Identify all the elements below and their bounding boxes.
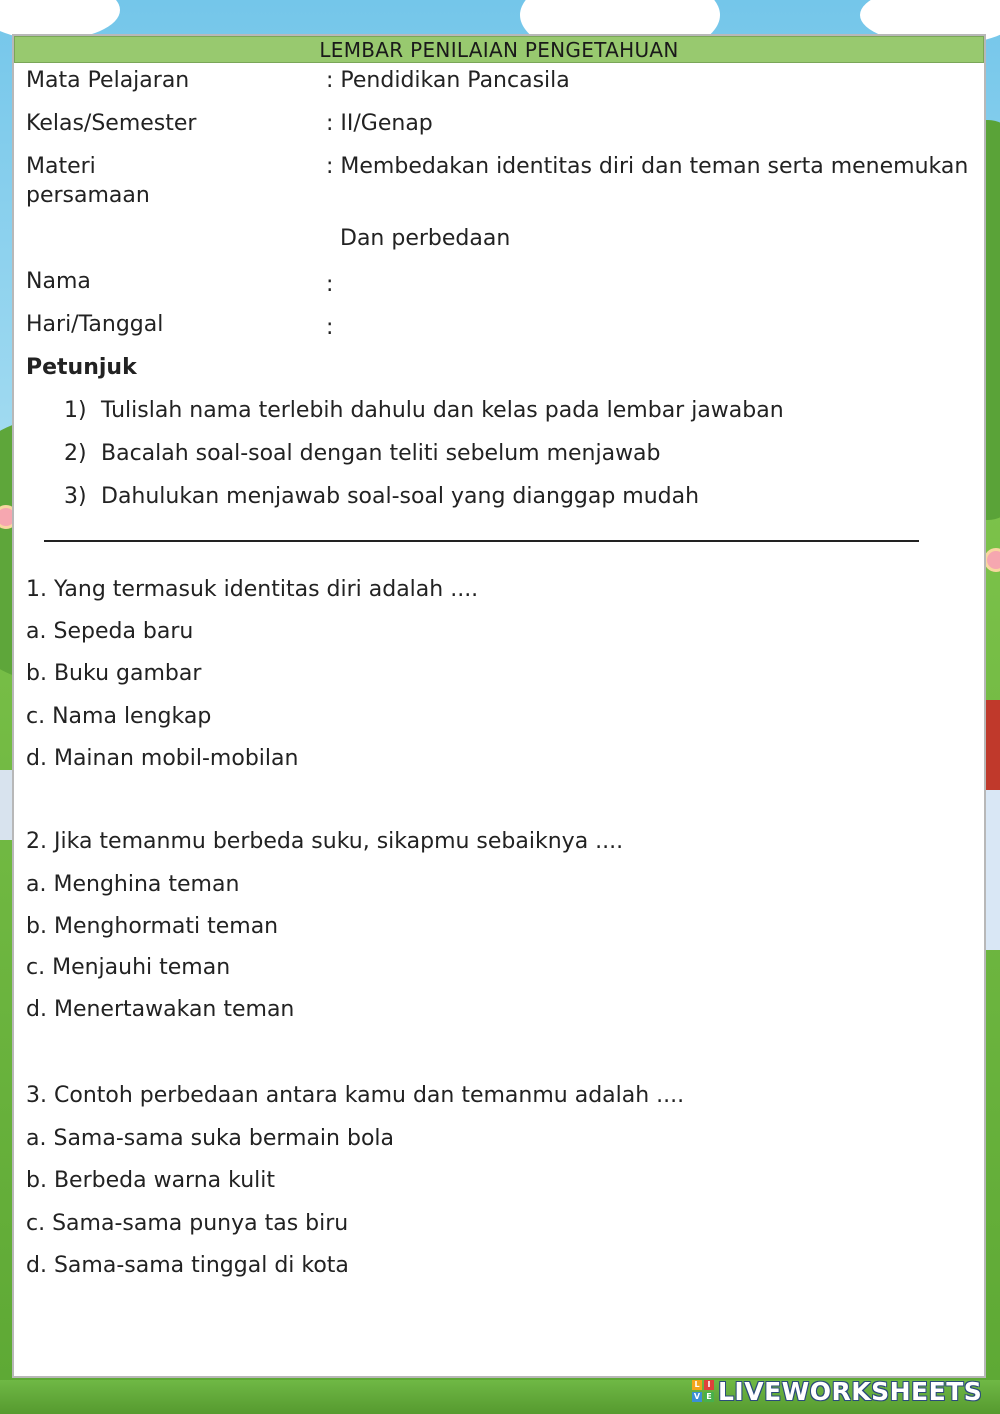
option-letter: b. <box>26 914 47 939</box>
liveworksheets-logo[interactable] <box>692 1378 982 1404</box>
option-text: Menertawakan teman <box>53 997 295 1022</box>
option-letter: d. <box>26 997 47 1022</box>
option-letter: a. <box>26 619 47 644</box>
question-text: Contoh perbedaan antara kamu dan temanmu adalah .... <box>54 1083 685 1108</box>
option-1a[interactable] <box>26 619 193 644</box>
logo-letter: L <box>692 1380 702 1390</box>
petunjuk-title: Petunjuk <box>26 355 137 380</box>
option-2b[interactable] <box>26 914 278 939</box>
kelas-label: Kelas/Semester <box>26 111 197 136</box>
question-1 <box>26 577 478 602</box>
hari-tanggal-field[interactable]: : <box>326 315 334 340</box>
option-text: Mainan mobil-mobilan <box>53 746 299 771</box>
divider-line <box>44 540 919 542</box>
option-letter: b. <box>26 661 47 686</box>
option-2a[interactable] <box>26 872 239 897</box>
worksheet-page <box>14 36 984 1376</box>
option-text: Menjauhi teman <box>52 955 231 980</box>
question-number: 3. <box>26 1083 47 1108</box>
kelas-value: : II/Genap <box>326 111 433 136</box>
option-3d[interactable] <box>26 1253 349 1278</box>
logo-letter: E <box>704 1392 714 1402</box>
materi-wrap: persamaan <box>26 183 150 208</box>
logo-letter: V <box>693 1392 701 1401</box>
option-text: Sepeda baru <box>53 619 194 644</box>
nama-field[interactable]: : <box>326 272 334 297</box>
petunjuk-item: Dahulukan menjawab soal-soal yang dianggap mudah <box>101 484 700 509</box>
logo-letter: I <box>704 1380 714 1390</box>
option-text: Buku gambar <box>53 661 202 686</box>
option-letter: b. <box>26 1168 47 1193</box>
materi-label: Materi <box>26 154 96 179</box>
hari-tanggal-label: Hari/Tanggal <box>26 312 164 337</box>
option-3a[interactable] <box>26 1126 394 1151</box>
option-text: Menghormati teman <box>53 914 279 939</box>
option-letter: d. <box>26 1253 47 1278</box>
option-letter: a. <box>26 872 47 897</box>
petunjuk-item: Tulislah nama terlebih dahulu dan kelas pada lembar jawaban <box>101 398 784 423</box>
option-text: Nama lengkap <box>52 704 212 729</box>
question-number: 1. <box>26 577 47 602</box>
logo-squares-icon <box>692 1380 714 1402</box>
option-3c[interactable] <box>26 1211 348 1236</box>
question-3 <box>26 1083 684 1108</box>
question-text: Jika temanmu berbeda suku, sikapmu sebaiknya .... <box>54 829 624 854</box>
mapel-value: : Pendidikan Pancasila <box>326 68 570 93</box>
option-text: Sama-sama tinggal di kota <box>53 1253 349 1278</box>
materi-continued: Dan perbedaan <box>340 226 511 251</box>
option-1b[interactable] <box>26 661 201 686</box>
option-text: Berbeda warna kulit <box>53 1168 275 1193</box>
petunjuk-item-num: 2) <box>64 441 87 466</box>
question-number: 2. <box>26 829 47 854</box>
option-letter: c. <box>26 704 46 729</box>
option-letter: c. <box>26 955 46 980</box>
question-text: Yang termasuk identitas diri adalah .... <box>54 577 479 602</box>
option-1c[interactable] <box>26 704 211 729</box>
option-text: Sama-sama suka bermain bola <box>53 1126 395 1151</box>
brand-name: LIVEWORKSHEETS <box>718 1376 983 1406</box>
mapel-label: Mata Pelajaran <box>26 68 190 93</box>
option-letter: d. <box>26 746 47 771</box>
option-letter: a. <box>26 1126 47 1151</box>
option-2c[interactable] <box>26 955 230 980</box>
option-1d[interactable] <box>26 746 298 771</box>
petunjuk-item: Bacalah soal-soal dengan teliti sebelum menjawab <box>101 441 661 466</box>
nama-label: Nama <box>26 269 91 294</box>
petunjuk-item-num: 1) <box>64 398 87 423</box>
option-text: Menghina teman <box>53 872 240 897</box>
option-3b[interactable] <box>26 1168 275 1193</box>
question-2 <box>26 829 623 854</box>
option-letter: c. <box>26 1211 46 1236</box>
worksheet-title: LEMBAR PENILAIAN PENGETAHUAN <box>14 36 984 63</box>
option-2d[interactable] <box>26 997 294 1022</box>
option-text: Sama-sama punya tas biru <box>52 1211 349 1236</box>
petunjuk-item-num: 3) <box>64 484 87 509</box>
materi-value: : Membedakan identitas diri dan teman serta menemukan <box>326 154 969 179</box>
